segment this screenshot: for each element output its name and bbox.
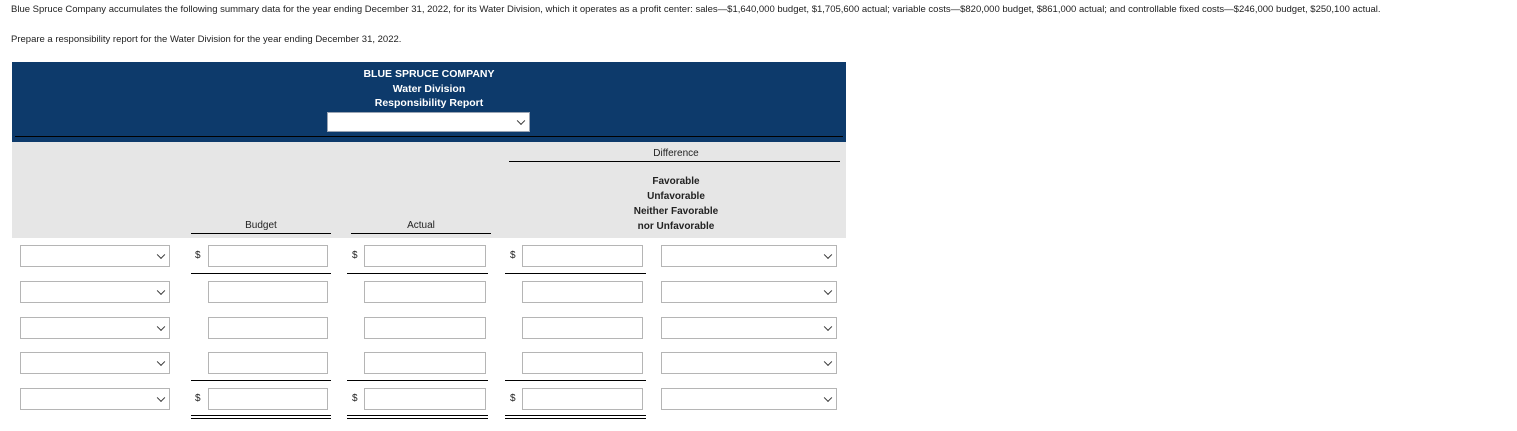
dollar-sign: $ — [195, 250, 201, 261]
line-item-dropdown[interactable] — [20, 352, 170, 374]
chevron-down-icon — [157, 251, 165, 259]
problem-statement: Blue Spruce Company accumulates the following summary data for the year ending December 31, 2022, for its Water Division, which it operates as a profit center: sales—$1,640,000 budget, $1,705,600 actual; variable costs—$820,000 budget, $861,000 actual; and controllable fixed costs—$246,000 budget, $250,100 actual. — [11, 4, 1381, 15]
difference-input[interactable] — [522, 317, 643, 339]
line-item-dropdown[interactable] — [20, 388, 170, 410]
line-item-dropdown[interactable] — [20, 281, 170, 303]
subtotal-rule — [347, 273, 488, 274]
actual-underline — [351, 233, 491, 234]
responsibility-report — [12, 62, 846, 238]
difference-input[interactable] — [522, 388, 643, 410]
chevron-down-icon — [824, 287, 832, 295]
fav-line-4: nor Unfavorable — [637, 221, 715, 232]
favorable-dropdown[interactable] — [661, 281, 837, 303]
subtotal-rule — [505, 380, 646, 381]
total-rule — [191, 418, 331, 419]
favorable-dropdown[interactable] — [661, 245, 837, 267]
division-name: Water Division — [392, 83, 466, 95]
chevron-down-icon — [824, 251, 832, 259]
chevron-down-icon — [157, 287, 165, 295]
difference-input[interactable] — [522, 245, 643, 267]
budget-input[interactable] — [208, 317, 328, 339]
favorable-dropdown[interactable] — [661, 388, 837, 410]
favorable-dropdown[interactable] — [661, 352, 837, 374]
chevron-down-icon — [157, 358, 165, 366]
budget-input[interactable] — [208, 281, 328, 303]
instruction-text: Prepare a responsibility report for the Water Division for the year ending December 31, 2022. — [11, 34, 402, 45]
difference-input[interactable] — [522, 281, 643, 303]
company-name: BLUE SPRUCE COMPANY — [363, 68, 495, 80]
dollar-sign: $ — [195, 393, 201, 404]
subtotal-rule — [505, 273, 646, 274]
difference-input[interactable] — [522, 352, 643, 374]
actual-input[interactable] — [364, 317, 486, 339]
total-rule — [191, 415, 331, 416]
budget-underline — [191, 233, 331, 234]
actual-input[interactable] — [364, 352, 486, 374]
chevron-down-icon — [157, 323, 165, 331]
actual-input[interactable] — [364, 388, 486, 410]
budget-input[interactable] — [208, 352, 328, 374]
subtotal-rule — [191, 380, 331, 381]
chevron-down-icon — [824, 394, 832, 402]
chevron-down-icon — [157, 394, 165, 402]
budget-input[interactable] — [208, 245, 328, 267]
dollar-sign: $ — [510, 393, 516, 404]
total-rule — [347, 418, 488, 419]
total-rule — [505, 418, 646, 419]
fav-line-3: Neither Favorable — [633, 206, 719, 217]
actual-input[interactable] — [364, 245, 486, 267]
chevron-down-icon — [824, 358, 832, 366]
period-dropdown[interactable] — [327, 112, 530, 132]
report-title: Responsibility Report — [374, 97, 484, 109]
fav-line-2: Unfavorable — [647, 191, 705, 202]
favorable-header — [606, 174, 746, 234]
actual-input[interactable] — [364, 281, 486, 303]
column-headers — [12, 142, 846, 238]
report-header — [12, 62, 846, 142]
dollar-sign: $ — [510, 250, 516, 261]
total-rule — [505, 415, 646, 416]
subtotal-rule — [191, 273, 331, 274]
chevron-down-icon — [517, 117, 525, 125]
header-rule — [15, 136, 843, 137]
chevron-down-icon — [824, 323, 832, 331]
budget-header: Budget — [245, 220, 277, 231]
difference-underline — [509, 161, 840, 162]
line-item-dropdown[interactable] — [20, 245, 170, 267]
subtotal-rule — [347, 380, 488, 381]
actual-header: Actual — [407, 220, 435, 231]
line-item-dropdown[interactable] — [20, 317, 170, 339]
difference-header: Difference — [653, 148, 699, 159]
dollar-sign: $ — [352, 250, 358, 261]
fav-line-1: Favorable — [652, 176, 700, 187]
favorable-dropdown[interactable] — [661, 317, 837, 339]
dollar-sign: $ — [352, 393, 358, 404]
total-rule — [347, 415, 488, 416]
budget-input[interactable] — [208, 388, 328, 410]
